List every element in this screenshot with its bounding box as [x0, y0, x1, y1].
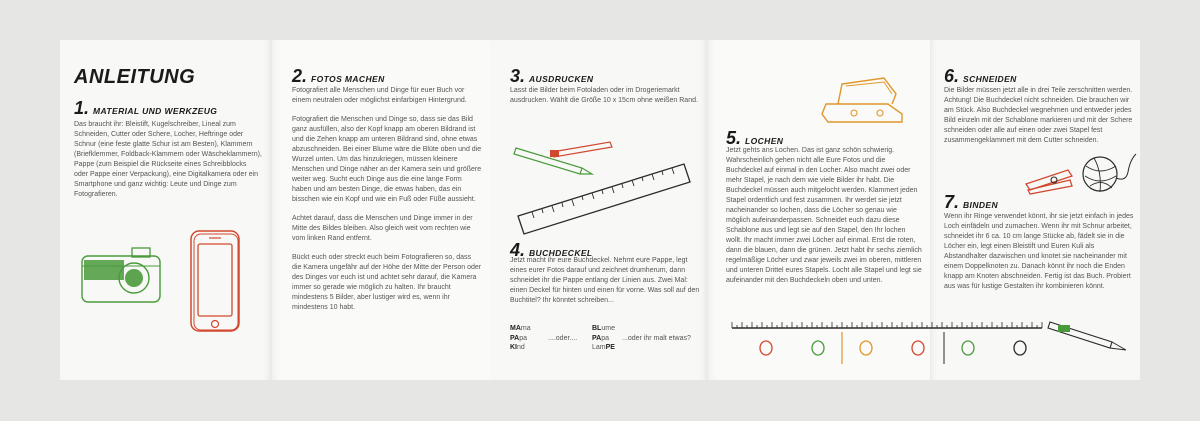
syllable-list-left [510, 324, 531, 353]
syllable-list-right [592, 324, 615, 353]
ruler-icon [512, 158, 692, 238]
section-7-text: Wenn ihr Ringe verwendet könnt, ihr sie jetzt einfach in jedes Loch einfädeln und zumachen. Wenn ihr mit Schnur arbeitet, schneidet ihr 6 ca. 10 cm lange Stücke ab, fädelt sie in die Löcher ein, legt einen Bleistift und Euren Kuli als Abstandhalter dazwischen und knotet sie nacheinander mit einem Doppelknoten zu. Danach könnt ihr noch die Enden knapp am Knoten abschneiden. Fertig ist das Buch. Probiert aus was für lustige Gestalten ihr kombinieren könnt. [944, 213, 1134, 290]
section-2-heading [292, 66, 385, 87]
syllable-item: PApa [510, 334, 528, 342]
section-4-label: BUCHDECKEL [529, 248, 593, 258]
section-3-number: 3. [510, 66, 526, 86]
syllable-item: BLume [592, 325, 615, 332]
section-1-heading [74, 98, 217, 119]
section-1-label: MATERIAL UND WERKZEUG [93, 106, 218, 116]
section-6-heading [944, 66, 1017, 87]
syllable-draw-hint: ...oder ihr malt etwas? [622, 334, 691, 342]
page-title: ANLEITUNG [74, 66, 196, 88]
section-3-text: Lasst die Bilder beim Fotoladen oder im Drogeriemarkt ausdrucken. Wählt die Größe 10 x 15cm ohne weißen Rand. [510, 87, 698, 104]
instruction-leaflet [60, 40, 1140, 380]
syllable-item: KInd [510, 344, 525, 351]
syllable-or: ....oder.... [548, 334, 578, 342]
panel-material [60, 40, 272, 380]
section-6-text: Die Bilder müssen jetzt alle in drei Teile zerschnitten werden. Achtung! Die Buchdeckel nicht schneiden. Die brauchen wir am Stück. Also Buchdeckel wegnehmen und entweder jedes Bild einzeln mit der Schablone markieren und mit der Schere schneiden oder alle auf einen oder zwei Stapel fest zusammengeklammert mit dem Cutter schneiden. [944, 87, 1133, 144]
clothespin-icon [1024, 164, 1080, 198]
section-2-paragraph: Fotografiert alle Menschen und Dinge für euer Buch vor einem neutralen oder möglichst einfarbigen Hintergrund. [292, 87, 467, 104]
yarn-ball-icon [1080, 148, 1138, 198]
section-7-label: BINDEN [963, 200, 999, 210]
section-5-label: LOCHEN [745, 136, 784, 146]
section-2-label: FOTOS MACHEN [311, 74, 385, 84]
section-3-label: AUSDRUCKEN [529, 74, 594, 84]
section-7-heading [944, 192, 998, 213]
panel-ausdrucken [490, 40, 708, 380]
section-2-paragraph: Achtet darauf, dass die Menschen und Dinge immer in der Mitte des Bildes bleiben. Also gleich weit vom rechten wie vom linken Rand entfernt. [292, 215, 473, 242]
section-3-heading [510, 66, 593, 87]
syllable-item: PApa [592, 334, 610, 342]
panel-fotos [272, 40, 490, 380]
hole-punch-icon [818, 70, 910, 132]
cutter-icon [1048, 322, 1126, 350]
section-1-text: Das braucht ihr: Bleistift, Kugelschreiber, Lineal zum Schneiden, Cutter oder Schere, Locher, Heftringe oder Schnur (eine feste glatte Schur ist am Besten), Klammern (Briefklemmer, Foldback-Klammern oder Wäscheklammern), Pappe (zum Beispiel die Rückseite eines Schreibblocks oder Pappe einer Verpackung), eine Digitalkamera oder ein Smartphone und ganz wichtig: Leute und Dinge zum Fotografieren. [74, 121, 262, 198]
section-2-text [292, 86, 482, 322]
section-6-number: 6. [944, 66, 960, 86]
section-7-number: 7. [944, 192, 960, 212]
section-2-number: 2. [292, 66, 308, 86]
smartphone-icon [188, 228, 244, 336]
syllable-item: MAma [510, 325, 531, 332]
syllable-item: LamPE [592, 344, 615, 351]
section-5-text: Jetzt gehts ans Lochen. Das ist ganz schön schwierig. Wahrscheinlich gehen nicht alle Eure Fotos und die Buchdeckel auf einmal in den Locher. Also macht zwei oder mehr Stapel, je nach dem wie viele Bilder ihr habt. Die Buchdeckel müssen auch mitgelocht werden. Klammert jeden Stapel ordentlich und fest zusammen. Ihr werdet sie jetzt nacheinander so lochen, dass die Löcher so genau wie möglich aufeinanderpassen. Schneidet euch dazu diese Schablone aus und legt sie auf den Stapel, den Ihr lochen wollt. Ihr macht immer zwei Löcher auf einmal. Erst die roten, dann die blauen, dann die grünen. Jetzt habt ihr sechs ziemlich regelmäßige Löcher und zwar jeweils zwei im oberen, mittleren und unteren Drittel eures Stapels. Locht alle Stapel und legt sie aufeinander mit den Buchdeckeln oben und unten. [726, 147, 922, 284]
hole-template [732, 320, 1140, 370]
camera-icon [78, 240, 168, 308]
section-4-number: 4. [510, 240, 526, 260]
section-2-paragraph: Fotografiert die Menschen und Dinge so, dass sie das Bild ganz ausfüllen, also der Kopf knapp am oberen Bildrand ist und die Zehen knapp am unteren Bildrand sind, ohne etwas abzuschneiden. Bei einer Blume wäre die Blüte oben und die Wurzel unten. Um das hinzukriegen, müssen kleinere Menschen und Dinge näher an der Kamera sein und größere weiter weg. Sucht euch Dinge aus die eine lange Form haben und am besten Dinge, die etwas haben, das ein bisschen wie ein Kopf und wie ein Fuß oder Füße aussieht. [292, 116, 482, 203]
section-1-number: 1. [74, 98, 90, 118]
section-6-label: SCHNEIDEN [963, 74, 1017, 84]
section-2-paragraph: Bückt euch oder streckt euch beim Fotografieren so, dass die Kamera ungefähr auf der Höhe der Mitte der Person oder des Dinges vor euch ist und achtet sehr darauf, die Kamera immer so gerade wie möglich zu halten. Ihr braucht mindestens 5 Bilder, aber lustiger wird es, wenn ihr mindestens 10 habt. [292, 254, 482, 311]
section-5-number: 5. [726, 128, 742, 148]
section-4-text: Jetzt macht ihr eure Buchdeckel. Nehmt eure Pappe, legt eines eurer Fotos darauf und zeichnet drumherum, dann schneidet ihr die Pappe entlang der Linien aus. Zwei Mal: einen Deckel für hinten und einen für vorne. Was soll auf den Buchtitel? Ihr könntet schreiben... [510, 257, 700, 304]
